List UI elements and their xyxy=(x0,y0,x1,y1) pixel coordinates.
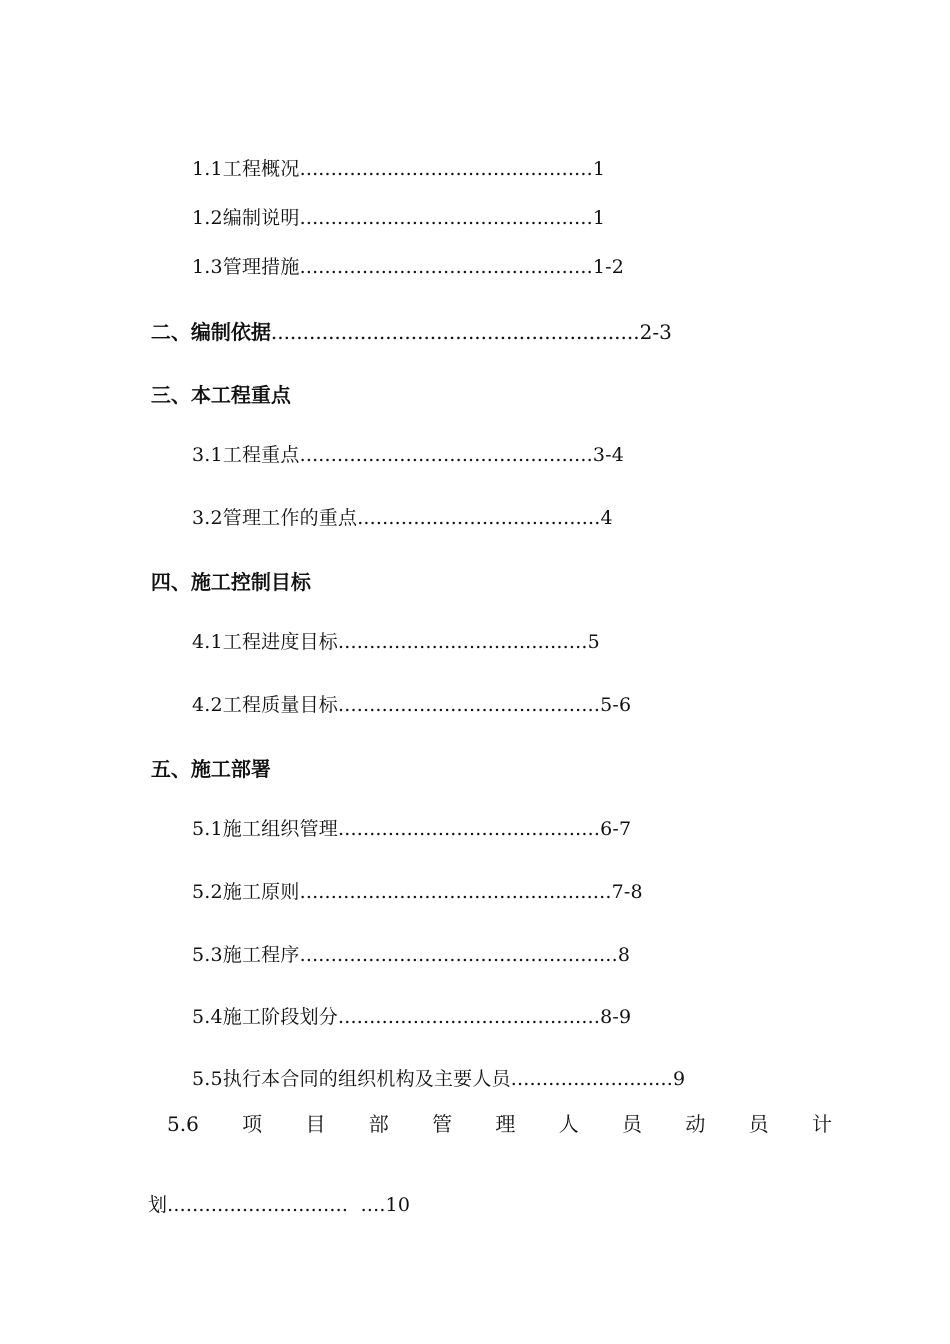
toc-entry-title: 4.1工程进度目标 xyxy=(191,631,338,653)
toc-leader: ............................................... xyxy=(299,256,593,278)
toc-entry-word: 5.6 xyxy=(167,1112,199,1136)
toc-section-title: 三、本工程重点 xyxy=(150,383,291,407)
toc-entry-5-3[interactable] xyxy=(167,927,630,984)
toc-entry-title: 5.5执行本合同的组织机构及主要人员 xyxy=(191,1068,511,1090)
toc-leader: ................................................... xyxy=(299,944,618,966)
toc-entry-3-2[interactable] xyxy=(167,490,613,547)
toc-page-number: 1 xyxy=(592,207,606,229)
toc-entry-title: 5.2施工原则 xyxy=(191,881,300,903)
toc-section-5[interactable] xyxy=(123,739,271,799)
toc-page-number: 8-9 xyxy=(600,1006,632,1028)
toc-section-2[interactable] xyxy=(123,302,672,362)
toc-section-title: 二、编制依据 xyxy=(150,320,271,344)
toc-page-number: 2-3 xyxy=(639,320,672,344)
toc-leader: ............................................... xyxy=(299,444,593,466)
toc-leader: ....................................... xyxy=(357,507,601,529)
toc-entry-title: 3.2管理工作的重点 xyxy=(191,507,358,529)
toc-entry-1-3[interactable] xyxy=(167,239,624,296)
toc-entry-title: 1.3管理措施 xyxy=(191,256,300,278)
toc-leader: .......................................... xyxy=(338,1006,601,1028)
toc-entry-title: 1.2编制说明 xyxy=(191,207,300,229)
toc-leader: .......................................... xyxy=(338,818,601,840)
toc-entry-continuation-text: 划............................. ....10 xyxy=(147,1194,411,1216)
toc-section-3[interactable] xyxy=(123,365,291,425)
toc-page-number: 5 xyxy=(587,631,600,653)
toc-entry-4-2[interactable] xyxy=(167,677,631,734)
toc-entry-5-5[interactable] xyxy=(167,1051,685,1108)
toc-leader: .................................................. xyxy=(299,881,612,903)
toc-entry-title: 5.3施工程序 xyxy=(191,944,300,966)
toc-entry-5-4[interactable] xyxy=(167,989,631,1046)
toc-entry-5-1[interactable] xyxy=(167,801,631,858)
toc-entry-word: 理 xyxy=(495,1112,516,1136)
toc-page-number: 6-7 xyxy=(600,818,632,840)
toc-entry-word: 动 xyxy=(685,1112,706,1136)
toc-entry-title: 5.4施工阶段划分 xyxy=(191,1006,338,1028)
toc-section-title: 四、施工控制目标 xyxy=(150,570,311,594)
toc-page-number: 5-6 xyxy=(600,694,632,716)
toc-entry-word: 人 xyxy=(558,1112,579,1136)
toc-page-number: 1 xyxy=(592,158,606,180)
toc-entry-title: 5.1施工组织管理 xyxy=(191,818,338,840)
toc-section-4[interactable] xyxy=(123,552,311,612)
toc-leader: ............................................... xyxy=(299,158,593,180)
toc-leader: ........................................ xyxy=(338,631,588,653)
toc-entry-5-6[interactable] xyxy=(167,1114,832,1134)
toc-section-title: 五、施工部署 xyxy=(150,757,271,781)
toc-page-number: 7-8 xyxy=(611,881,643,903)
toc-page-number: 1-2 xyxy=(592,256,625,278)
toc-entry-title: 3.1工程重点 xyxy=(191,444,300,466)
toc-leader: ............................................... xyxy=(299,207,593,229)
toc-entry-word: 项 xyxy=(242,1112,263,1136)
toc-entry-word: 目 xyxy=(305,1112,326,1136)
toc-entry-title: 4.2工程质量目标 xyxy=(191,694,338,716)
toc-leader: .......................... xyxy=(510,1068,674,1090)
toc-page-number: 4 xyxy=(600,507,613,529)
toc-entry-3-1[interactable] xyxy=(167,427,624,484)
toc-entry-4-1[interactable] xyxy=(167,614,600,671)
toc-entry-word: 管 xyxy=(432,1112,453,1136)
toc-entry-word: 员 xyxy=(622,1112,642,1136)
toc-entry-5-6-continuation[interactable] xyxy=(123,1177,410,1234)
toc-page-number: 3-4 xyxy=(592,444,625,466)
toc-entry-word: 员 xyxy=(748,1112,769,1136)
toc-entry-title: 1.1工程概况 xyxy=(191,158,300,180)
toc-leader: .......................................... xyxy=(338,694,601,716)
toc-page-number: 8 xyxy=(617,944,631,966)
toc-page-number: 9 xyxy=(673,1068,686,1090)
toc-entry-5-2[interactable] xyxy=(167,864,643,921)
toc-entry-word: 计 xyxy=(811,1112,832,1136)
toc-leader: .......................................................... xyxy=(270,320,640,344)
toc-entry-word: 部 xyxy=(368,1112,389,1136)
